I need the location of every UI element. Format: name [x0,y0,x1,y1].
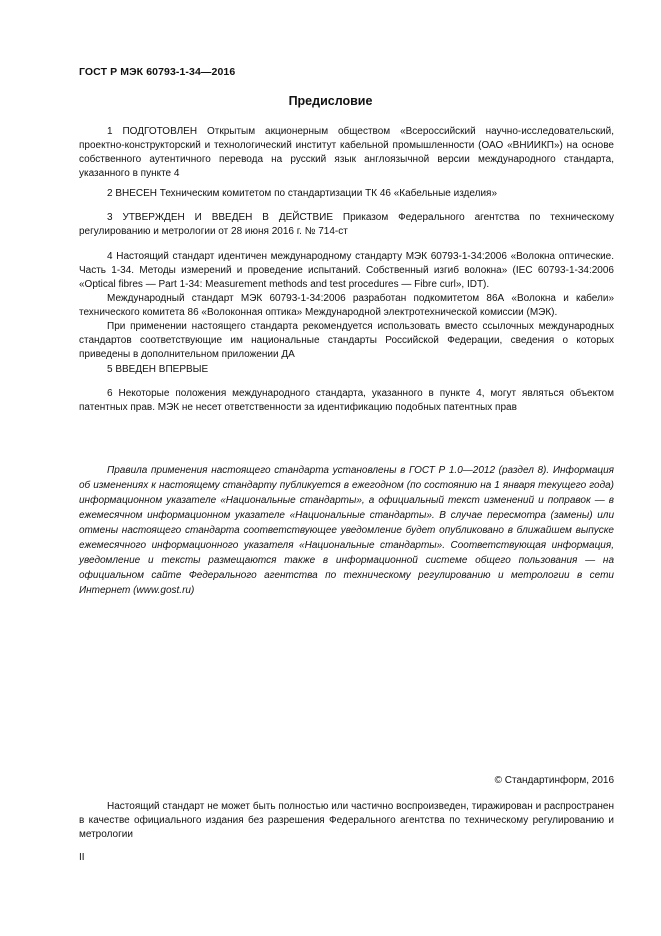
item-2-text: 2 ВНЕСЕН Техническим комитетом по стандартизации ТК 46 «Кабельные изделия» [107,188,498,199]
item-4-paragraph-2: Международный стандарт МЭК 60793-1-34:2006 разработан подкомитетом 86А «Волокна и кабели» технического комитета 86 «Волоконная оптика» Международной электротехнической комиссии (МЭК). [79,293,614,318]
section-title: Предисловие [288,94,373,108]
item-3 [79,211,614,239]
reproduction-notice [79,800,614,842]
reproduction-notice-text: Настоящий стандарт не может быть полностью или частично воспроизведен, тиражирован и распространен в качестве официального издания без разрешения Федерального агентства по техническому регулированию и метрологии [79,801,614,840]
document-header: ГОСТ Р МЭК 60793-1-34—2016 [79,66,236,78]
page-number: II [79,852,85,863]
item-2 [79,187,614,201]
item-4-paragraph-1: 4 Настоящий стандарт идентичен международному стандарту МЭК 60793-1-34:2006 «Волокна оптические. Часть 1-34. Методы измерений и проведение испытаний. Собственный изгиб волокна» (IEC 60793-1-34:2006 «Optical fibres — Part 1-34: Measurement methods and test procedures — Fibre curl», IDT). [79,251,614,290]
item-1-text: 1 ПОДГОТОВЛЕН Открытым акционерным обществом «Всероссийский научно-исследовательский, проектно-конструкторский и технологический институт кабельной промышленности (ОАО «ВНИИКП») на основе собственного аутентичного перевода на русский язык англоязычной версии международного стандарта, указанного в пункте 4 [79,126,614,179]
item-4 [79,250,614,362]
item-3-text: 3 УТВЕРЖДЕН И ВВЕДЕН В ДЕЙСТВИЕ Приказом Федерального агентства по техническому регулированию и метрологии от 28 июня 2016 г. № 714-ст [79,212,614,237]
rules-note-text: Правила применения настоящего стандарта установлены в ГОСТ Р 1.0—2012 (раздел 8). Информация об изменениях к настоящему стандарту публикуется в ежегодном (по состоянию на 1 января текущего года) информационном указателе «Национальные стандарты», а официальный текст изменений и поправок — в ежемесячном информационном указателе «Национальные стандарты». В случае пересмотра (замены) или отмены настоящего стандарта соответствующее уведомление будет опубликовано в ближайшем выпуске ежемесячного информационного указателя «Национальные стандарты». Соответствующая информация, уведомление и тексты размещаются также в информационной системе общего пользования — на официальном сайте Федерального агентства по техническому регулированию и метрологии в сети Интернет (www.gost.ru) [79,465,614,596]
item-5 [79,363,614,377]
item-4-paragraph-3: При применении настоящего стандарта рекомендуется использовать вместо ссылочных международных стандартов соответствующие им национальные стандарты Российской Федерации, сведения о которых приведены в дополнительном приложении ДА [79,321,614,360]
rules-note [79,463,614,598]
item-1 [79,125,614,181]
copyright: © Стандартинформ, 2016 [494,775,614,786]
item-5-text: 5 ВВЕДЕН ВПЕРВЫЕ [107,364,209,375]
item-6-text: 6 Некоторые положения международного стандарта, указанного в пункте 4, могут являться объектом патентных прав. МЭК не несет ответственности за идентификацию подобных патентных прав [79,388,614,413]
item-6 [79,387,614,415]
